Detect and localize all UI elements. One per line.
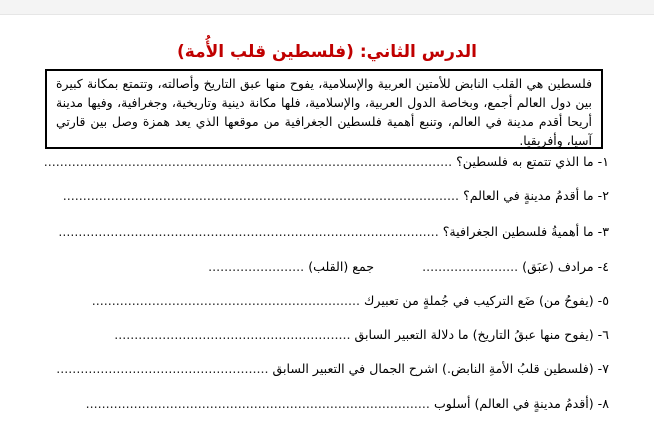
answer-line: ......................................................................................................: [43, 154, 453, 169]
question-sublabel: جمع (القلب): [308, 259, 375, 274]
question-3: [58, 224, 609, 240]
answer-line: .....................................................: [56, 361, 269, 376]
question-4: [208, 259, 609, 275]
answer-line: ...................................................................................................: [62, 188, 460, 203]
answer-line: ...................................................................: [91, 293, 360, 308]
question-label: ١- ما الذي تتمتع به فلسطين؟: [456, 154, 609, 169]
answer-line: ...............................................................................................: [58, 224, 439, 239]
question-6: [114, 327, 609, 343]
question-7: [56, 361, 609, 377]
question-label: ٥- (يفوحُ من) ضَع التركيب في جُملةٍ من تعبيرك: [364, 293, 609, 308]
question-label: ٢- ما أقدمُ مدينةٍ في العالم؟: [463, 188, 609, 203]
question-8: [86, 396, 609, 412]
question-label: ٧- (فلسطين قلبُ الأمةِ النابض.) اشرح الجمال في التعبير السابق: [272, 361, 609, 376]
question-label: ٦- (يفوح منها عبقُ التاريخ) ما دلالة التعبير السابق: [354, 327, 609, 342]
answer-line: ........................: [422, 259, 519, 274]
question-label: ٨- (أقدمُ مدينةٍ في العالم) أسلوب: [433, 396, 609, 411]
answer-line: ...........................................................: [114, 327, 351, 342]
question-label: ٤- مرادف (عبَق): [522, 259, 609, 274]
answer-line: ........................: [208, 259, 305, 274]
lesson-title: الدرس الثاني: (فلسطين قلب الأُمة): [177, 42, 477, 62]
question-1: [44, 154, 609, 170]
question-label: ٣- ما أهميةُ فلسطين الجغرافية؟: [442, 224, 609, 239]
passage-text: فلسطين هي القلب النابض للأمتين العربية والإسلامية، يفوح منها عبق التاريخ وأصالته، وتتمتع بمكانة كبيرة بين دول العالم أجمع، وبخاصة الدول العربية، والإسلامية، فلها مكانة دينية وتاريخية، وجغرافية، وفيها مدينة أريحا أقدم مدينة في العالم، وتنبع أهمية فلسطين الجغرافية من موقعها الذي يعد همزة وصل بين قارتي آسيا، وأفريقيا.: [56, 76, 592, 148]
toolbar-strip: [0, 0, 654, 15]
answer-line: ......................................................................................: [85, 396, 430, 411]
question-2: [63, 188, 609, 204]
reading-passage-box: [45, 69, 603, 149]
question-5: [92, 293, 609, 309]
